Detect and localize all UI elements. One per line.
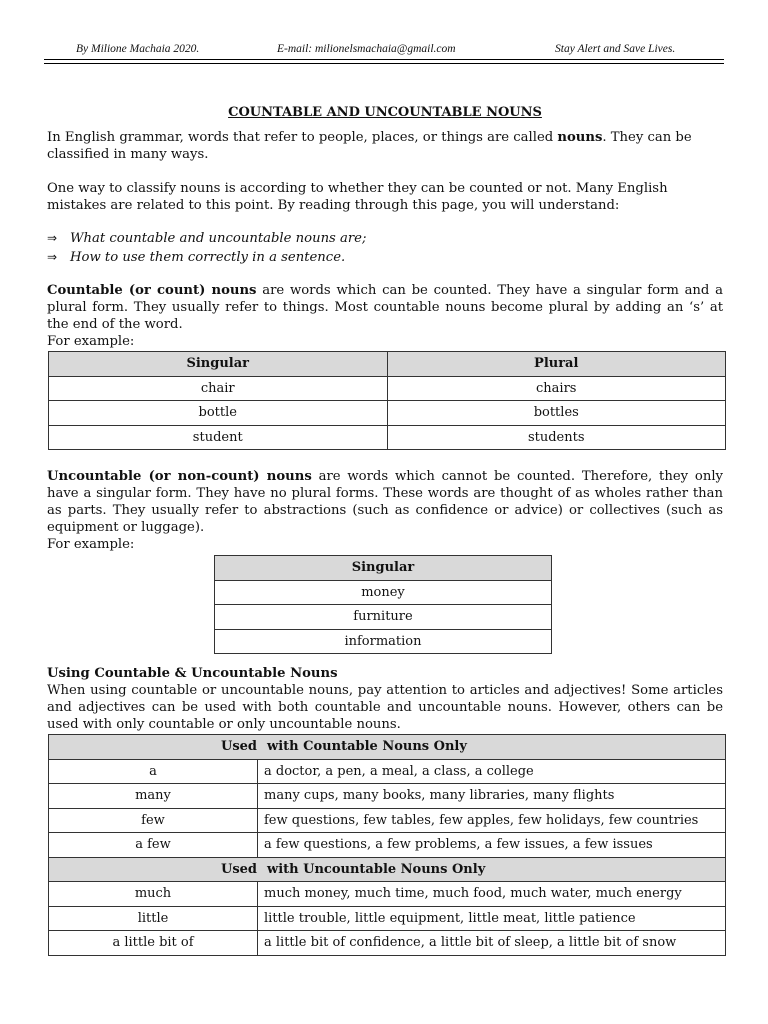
double-arrow-icon: ⇒ xyxy=(47,231,58,245)
table-row xyxy=(49,906,726,931)
table-row xyxy=(49,931,726,956)
uncountable-example-label: For example: xyxy=(47,537,135,552)
column-header-plural: Plural xyxy=(387,352,726,377)
header-rule-thick xyxy=(44,59,724,60)
intro-text-a: In English grammar, words that refer to people, places, or things are called xyxy=(47,130,558,145)
usage-heading xyxy=(47,665,723,682)
table-header-row xyxy=(215,556,552,581)
table-cell: students xyxy=(387,425,726,450)
table-cell: chairs xyxy=(387,376,726,401)
section-label: with Uncountable Nouns Only xyxy=(267,861,486,877)
section-label: with Countable Nouns Only xyxy=(267,739,467,755)
table-cell: much money, much time, much food, much water, much energy xyxy=(258,882,726,907)
countable-examples-table xyxy=(48,351,726,450)
countable-definition-text: are words which can be counted. They have a singular form and a plural form. They usually refer to things. Most countable nouns become plural by adding an ‘s’ at the end of the word. xyxy=(47,283,723,332)
header-author: By Milione Machaia 2020. xyxy=(76,43,200,55)
table-row xyxy=(49,808,726,833)
table-cell: a little bit of xyxy=(49,931,258,956)
uncountable-definition-text: are words which cannot be counted. Therefore, they only have a singular form. They have no plural forms. These words are thought of as wholes rather than as parts. They usually refer to abstractions (such as confidence or advice) or collectives (such as equipment or luggage). xyxy=(47,469,723,535)
section-used-word: Used xyxy=(221,739,258,755)
table-cell: little trouble, little equipment, little meat, little patience xyxy=(258,906,726,931)
table-row xyxy=(49,784,726,809)
list-item xyxy=(47,229,723,248)
countable-definition xyxy=(47,282,723,333)
table-row xyxy=(49,425,726,450)
bullet-text: How to use them correctly in a sentence. xyxy=(70,250,346,265)
uncountable-term: Uncountable (or non-count) nouns xyxy=(47,469,312,484)
table-cell: a xyxy=(49,759,258,784)
table-row xyxy=(215,629,552,654)
table-cell: many xyxy=(49,784,258,809)
countable-section-header xyxy=(49,735,726,760)
table-row xyxy=(49,376,726,401)
header-email: E-mail: milionelsmachaia@gmail.com xyxy=(277,43,456,55)
table-row xyxy=(49,882,726,907)
column-header-singular: Singular xyxy=(49,352,388,377)
table-row xyxy=(49,833,726,858)
learning-goals-list xyxy=(47,229,723,267)
uncountable-section-header xyxy=(49,857,726,882)
usage-table xyxy=(48,734,726,956)
section-header-row xyxy=(49,857,726,882)
table-cell: a little bit of confidence, a little bit of sleep, a little bit of snow xyxy=(258,931,726,956)
table-cell: few xyxy=(49,808,258,833)
section-used-word: Used xyxy=(221,861,258,877)
table-header-row xyxy=(49,352,726,377)
table-cell: information xyxy=(215,629,552,654)
table-row xyxy=(215,605,552,630)
document-body xyxy=(47,104,723,956)
list-item xyxy=(47,248,723,267)
table-row xyxy=(49,759,726,784)
section-header-row xyxy=(49,735,726,760)
table-cell: bottles xyxy=(387,401,726,426)
countable-example-label: For example: xyxy=(47,334,135,349)
table-cell: bottle xyxy=(49,401,388,426)
table-cell: many cups, many books, many libraries, many flights xyxy=(258,784,726,809)
double-arrow-icon: ⇒ xyxy=(47,250,58,264)
header-motto: Stay Alert and Save Lives. xyxy=(555,43,676,55)
table-cell: furniture xyxy=(215,605,552,630)
table-cell: little xyxy=(49,906,258,931)
table-cell: few questions, few tables, few apples, few holidays, few countries xyxy=(258,808,726,833)
table-row xyxy=(49,401,726,426)
bullet-text: What countable and uncountable nouns are; xyxy=(70,231,367,246)
table-cell: much xyxy=(49,882,258,907)
table-cell: a few xyxy=(49,833,258,858)
table-cell: a doctor, a pen, a meal, a class, a college xyxy=(258,759,726,784)
table-cell: chair xyxy=(49,376,388,401)
countable-term: Countable (or count) nouns xyxy=(47,283,257,298)
uncountable-examples-table xyxy=(214,555,552,654)
header-rule-thin xyxy=(44,63,724,64)
column-header-singular: Singular xyxy=(215,556,552,581)
page-header xyxy=(44,43,724,57)
table-row xyxy=(215,580,552,605)
intro-text-b: . They can be classified in many ways. xyxy=(47,130,692,162)
table-cell: student xyxy=(49,425,388,450)
usage-heading-text: Using Countable & Uncountable Nouns xyxy=(47,666,338,681)
table-cell: money xyxy=(215,580,552,605)
intro-paragraph-1 xyxy=(47,129,723,163)
page-title: COUNTABLE AND UNCOUNTABLE NOUNS xyxy=(228,105,542,120)
uncountable-definition xyxy=(47,468,723,536)
intro-bold-nouns: nouns xyxy=(557,130,603,145)
table-cell: a few questions, a few problems, a few issues, a few issues xyxy=(258,833,726,858)
intro-paragraph-2: One way to classify nouns is according to whether they can be counted or not. Many English mistakes are related to this point. By reading through this page, you will understand: xyxy=(47,181,668,213)
usage-paragraph: When using countable or uncountable nouns, pay attention to articles and adjectives! Some articles and adjectives can be used with both countable and uncountable nouns. However, others can be used with only countable or only uncountable nouns. xyxy=(47,683,723,732)
